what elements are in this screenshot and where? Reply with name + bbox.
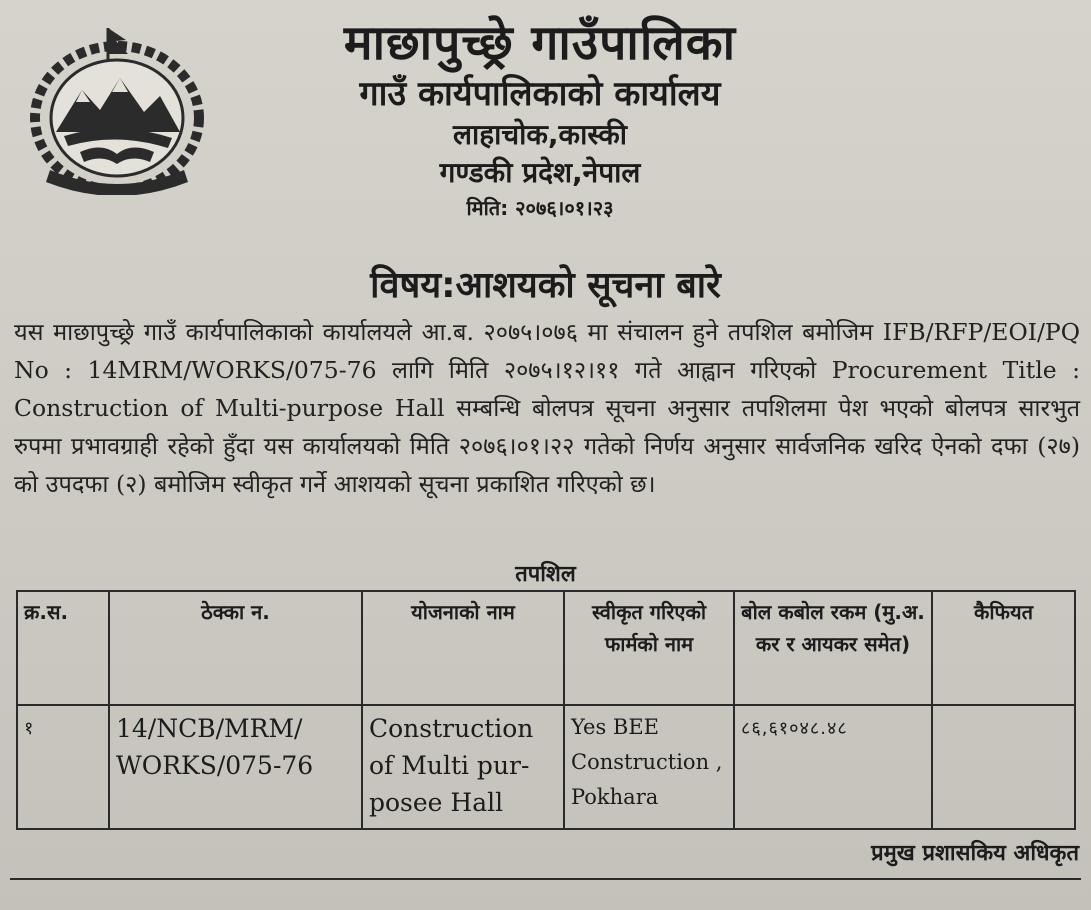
office-name: गाउँ कार्यपालिकाको कार्यालय: [359, 74, 721, 114]
table-row: [17, 705, 1075, 829]
nepal-government-emblem-icon: [22, 20, 212, 195]
notice-date: मिति: २०७६।०१।२३: [466, 196, 614, 220]
office-location: लाहाचोक,कास्की: [453, 118, 627, 151]
notice-subject: विषय:आशयको सूचना बारे: [370, 265, 721, 306]
header-remarks: कैफियत: [932, 591, 1075, 705]
cell-approved-firm: Yes BEE Construction , Pokhara: [564, 705, 734, 829]
table-header-row: [17, 591, 1075, 705]
cell-bid-amount: ८६,६१०४८.४८: [734, 705, 932, 829]
schedule-title: तपशिल: [515, 562, 576, 587]
schedule-table: [16, 590, 1076, 830]
cell-remarks: [932, 705, 1075, 829]
header-serial: क्र.स.: [17, 591, 109, 705]
bottom-divider: [10, 878, 1081, 880]
letterhead: [215, 14, 865, 224]
province-country: गण्डकी प्रदेश,नेपाल: [439, 156, 641, 189]
signatory-title: प्रमुख प्रशासकिय अधिकृत: [871, 841, 1079, 866]
notice-body: यस माछापुच्छ्रे गाउँ कार्यपालिकाको कार्यालयले आ.ब. २०७५।०७६ मा संचालन हुने तपशिल बमोजिम IFB/RFP/EOI/PQ No : 14MRM/WORKS/075-76 लागि मिति २०७५।१२।११ गते आह्वान गरिएको Procurement Title : Construction of Multi-purpose Hall सम्बन्धि बोलपत्र सूचना अनुसार तपशिलमा पेश भएको बोलपत्र सारभुत रुपमा प्रभावग्राही रहेको हुँदा यस कार्यालयको मिति २०७६।०१।२२ गतेको निर्णय अनुसार सार्वजनिक खरिद ऐनको दफा (२७) को उपदफा (२) बमोजिम स्वीकृत गर्ने आशयको सूचना प्रकाशित गरिएको छ।: [14, 318, 1080, 498]
cell-project-name: Construction of Multi pur-posee Hall: [362, 705, 564, 829]
cell-contract-no: 14/NCB/MRM/ WORKS/075-76: [109, 705, 362, 829]
header-approved-firm: स्वीकृत गरिएको फार्मको नाम: [564, 591, 734, 705]
header-project-name: योजनाको नाम: [362, 591, 564, 705]
org-name: माछापुच्छ्रे गाउँपालिका: [343, 15, 737, 71]
header-bid-amount: बोल कबोल रकम (मु.अ. कर र आयकर समेत): [734, 591, 932, 705]
header-contract-no: ठेक्का न.: [109, 591, 362, 705]
cell-serial: १: [17, 705, 109, 829]
